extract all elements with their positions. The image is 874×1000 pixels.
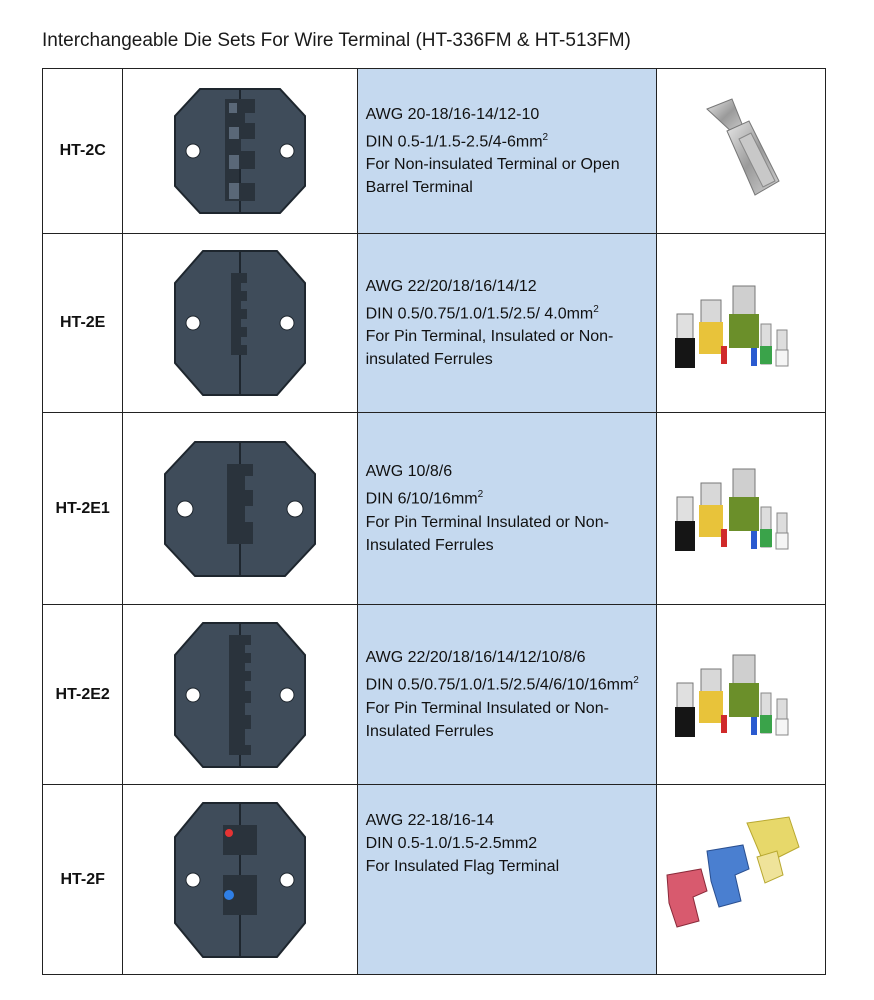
din-text: DIN 0.5-1/1.5-2.5/4-6mm xyxy=(365,133,543,151)
ferrules-icon xyxy=(657,413,823,599)
die-code: HT-2E xyxy=(43,234,123,413)
table-row xyxy=(43,605,826,785)
awg-text: AWG 22/20/18/16/14/12 xyxy=(365,277,537,295)
terminal-image-cell xyxy=(657,413,826,605)
die-code: HT-2F xyxy=(43,785,123,975)
die-image-cell xyxy=(123,69,357,234)
crimp-die-2e2-icon xyxy=(165,615,315,775)
spec-cell xyxy=(357,69,656,234)
table-row xyxy=(43,785,826,975)
awg-text: AWG 10/8/6 xyxy=(365,463,453,481)
use-text: For Non-insulated Terminal or Open Barrel Terminal xyxy=(365,156,620,197)
die-image-cell xyxy=(123,413,357,605)
use-text: For Insulated Flag Terminal xyxy=(365,858,560,875)
din-sup: 2 xyxy=(633,675,639,687)
die-code: HT-2E2 xyxy=(43,605,123,785)
flag-terminals-icon xyxy=(657,785,823,969)
din-line xyxy=(366,483,650,510)
din-sup: 2 xyxy=(477,489,484,501)
din-text: DIN 0.5/0.75/1.0/1.5/2.5/ 4.0mm xyxy=(365,305,594,323)
terminal-image-cell xyxy=(657,69,826,234)
din-text: DIN 0.5-1.0/1.5-2.5mm2 xyxy=(365,835,538,852)
din-sup: 2 xyxy=(542,131,549,143)
din-line xyxy=(366,298,650,325)
ferrules-icon xyxy=(657,234,823,407)
table-row xyxy=(43,413,826,605)
use-text: For Pin Terminal Insulated or Non-Insulated Ferrules xyxy=(365,513,609,554)
din-line xyxy=(366,832,650,855)
die-image-cell xyxy=(123,234,357,413)
use-text: For Pin Terminal, Insulated or Non-insulated Ferrules xyxy=(365,328,614,369)
page-title: Interchangeable Die Sets For Wire Terminal (HT-336FM & HT-513FM) xyxy=(42,30,631,51)
din-text: DIN 0.5/0.75/1.0/1.5/2.5/4/6/10/16mm xyxy=(365,676,634,694)
din-line xyxy=(366,126,650,153)
awg-text: AWG 20-18/16-14/12-10 xyxy=(365,105,540,123)
use-text: For Pin Terminal Insulated or Non-Insulated Ferrules xyxy=(365,699,609,740)
spec-cell xyxy=(357,605,656,785)
crimp-die-2e1-icon xyxy=(155,434,325,584)
die-code: HT-2E1 xyxy=(43,413,123,605)
die-image-cell xyxy=(123,785,357,975)
awg-text: AWG 22/20/18/16/14/12/10/8/6 xyxy=(365,649,586,667)
terminal-image-cell xyxy=(657,605,826,785)
din-line xyxy=(366,669,650,696)
crimp-die-2c-icon xyxy=(165,81,315,221)
awg-text: AWG 22-18/16-14 xyxy=(365,812,494,829)
die-sets-table xyxy=(42,68,826,975)
spec-cell xyxy=(357,785,656,975)
table-row xyxy=(43,234,826,413)
spec-cell xyxy=(357,234,656,413)
din-text: DIN 6/10/16mm xyxy=(365,490,478,508)
spec-cell xyxy=(357,413,656,605)
terminal-image-cell xyxy=(657,234,826,413)
open-barrel-terminal-icon xyxy=(657,69,823,228)
crimp-die-2f-icon xyxy=(165,795,315,965)
crimp-die-2e-icon xyxy=(165,243,315,403)
din-sup: 2 xyxy=(593,303,599,315)
die-code: HT-2C xyxy=(43,69,123,234)
ferrules-icon xyxy=(657,605,823,779)
terminal-image-cell xyxy=(657,785,826,975)
die-image-cell xyxy=(123,605,357,785)
table-row xyxy=(43,69,826,234)
